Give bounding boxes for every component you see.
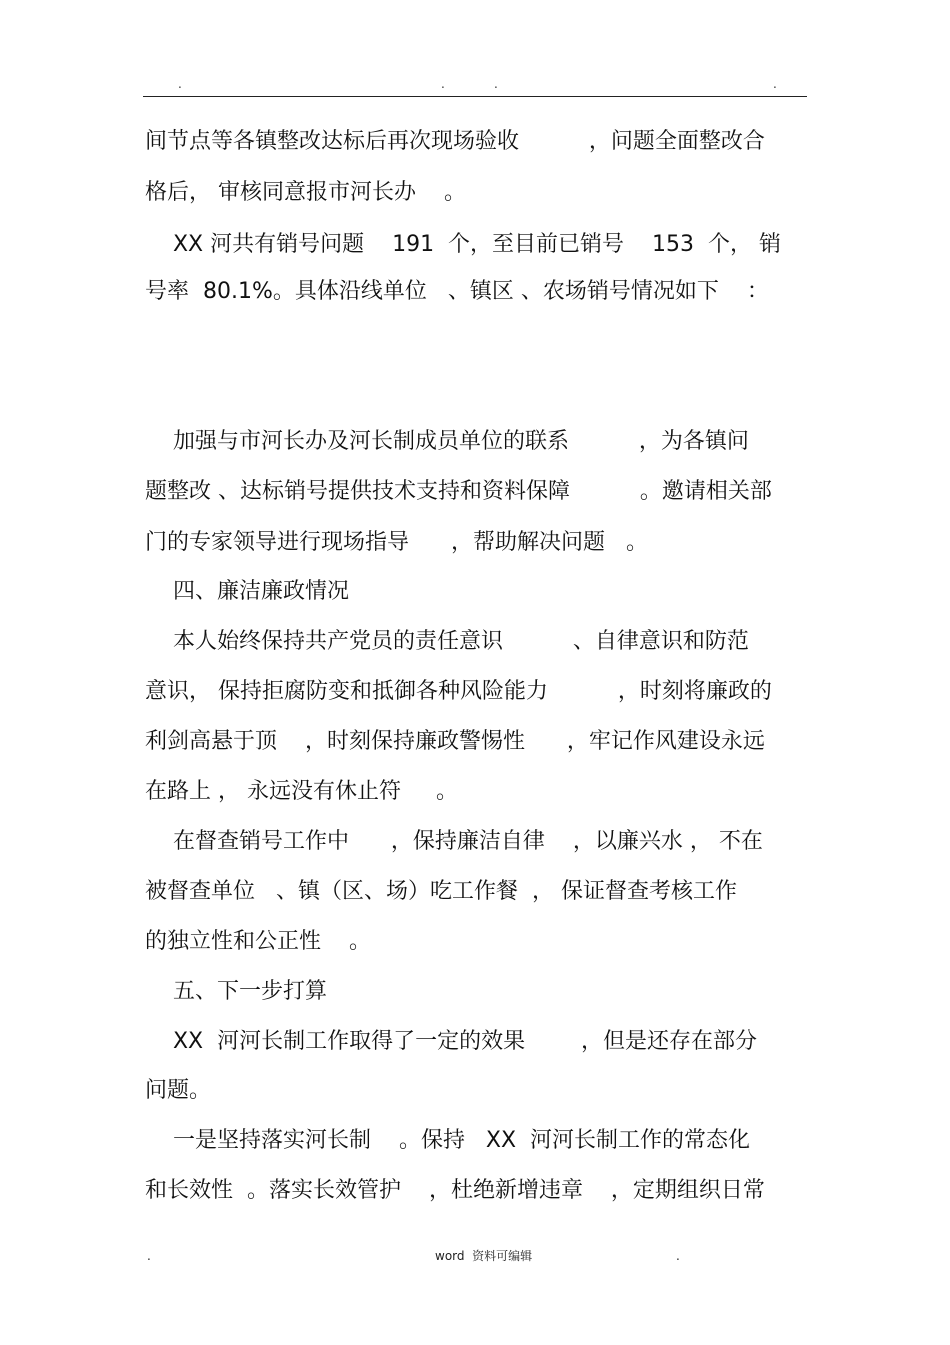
- header-mark: .: [773, 77, 777, 91]
- body-line: 格后， 审核同意报市河长办 。: [145, 180, 466, 205]
- body-line: 加强与市河长办及河长制成员单位的联系 ，为各镇问: [145, 429, 749, 454]
- body-line: 本人始终保持共产党员的责任意识 、自律意识和防范: [145, 629, 749, 654]
- footer-right-mark: .: [676, 1249, 680, 1263]
- body-line: 门的专家领导进行现场指导 ，帮助解决问题 。: [145, 530, 648, 555]
- body-line: XX 河河长制工作取得了一定的效果 ，但是还存在部分: [145, 1029, 758, 1054]
- body-line: 问题。: [145, 1078, 212, 1103]
- body-line: 的独立性和公正性 。: [145, 929, 371, 954]
- header-rule: [143, 96, 807, 97]
- footer-label: word 资料可编辑: [435, 1249, 533, 1263]
- section-heading: 五、下一步打算: [145, 979, 327, 1004]
- body-line: 在路上 ， 永远没有休止符 。: [145, 779, 458, 804]
- body-line: XX 河共有销号问题 191 个，至目前已销号 153 个， 销: [145, 232, 782, 257]
- body-line: 利剑高悬于顶 ，时刻保持廉政警惕性 ，牢记作风建设永远: [145, 729, 765, 754]
- header-mark: .: [494, 77, 498, 91]
- body-line: 意识， 保持拒腐防变和抵御各种风险能力 ，时刻将廉政的: [145, 679, 772, 704]
- header-mark: .: [178, 77, 182, 91]
- section-heading: 四、廉洁廉政情况: [145, 579, 349, 604]
- body-line: 题整改 、达标销号提供技术支持和资料保障 。邀请相关部: [145, 479, 772, 504]
- body-line: 号率 80.1%。具体沿线单位 、镇区 、农场销号情况如下 ：: [145, 279, 769, 304]
- header-mark: .: [441, 77, 445, 91]
- body-line: 在督查销号工作中 ，保持廉洁自律 ，以廉兴水 ， 不在: [145, 829, 763, 854]
- body-line: 一是坚持落实河长制 。保持 XX 河河长制工作的常态化: [145, 1128, 751, 1153]
- body-line: 和长效性 。落实长效管护 ，杜绝新增违章 ，定期组织日常: [145, 1178, 765, 1203]
- body-line: 被督查单位 、镇（区、场）吃工作餐 ， 保证督查考核工作: [145, 879, 737, 904]
- body-line: 间节点等各镇整改达标后再次现场验收 ，问题全面整改合: [145, 129, 765, 154]
- footer-left-mark: .: [147, 1249, 151, 1263]
